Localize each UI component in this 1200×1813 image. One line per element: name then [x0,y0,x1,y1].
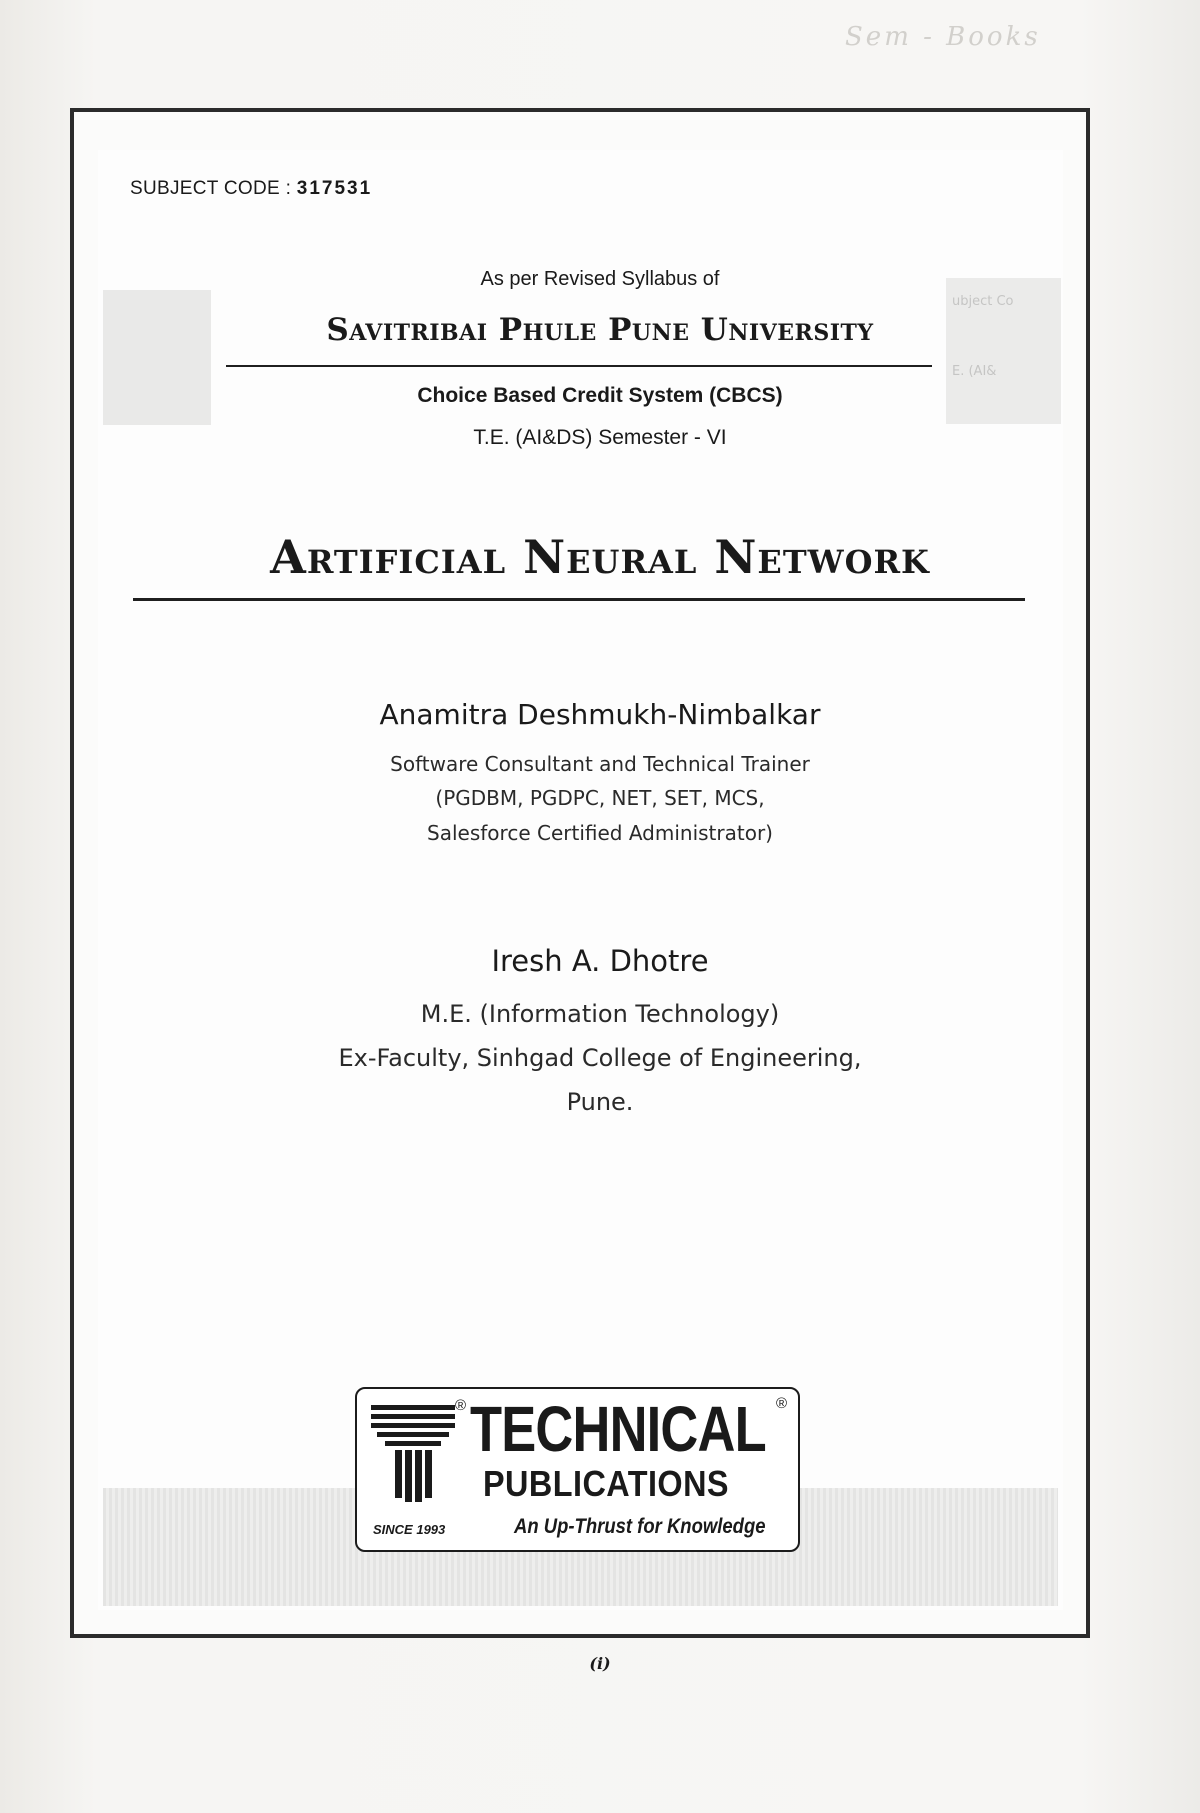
subject-code-value: 317531 [296,178,373,199]
syllabus-note: As per Revised Syllabus of [480,268,720,290]
university-name: Savitribai Phule Pune University [326,312,874,348]
subject-code-label: SUBJECT CODE : [130,178,292,199]
publisher-since: SINCE 1993 [373,1522,446,1537]
page-folio: (i) [589,1654,611,1673]
university-underline [226,365,932,367]
title-underline [133,598,1025,601]
book-title: Artificial Neural Network [270,530,930,584]
author-2-credential: Ex-Faculty, Sinhgad College of Engineering, [338,1044,862,1072]
show-through-text-top: ubject Co [952,294,1014,309]
publisher-name-line-2: PUBLICATIONS [483,1463,729,1504]
registered-mark: ® [455,1397,467,1414]
author-1-credential: (PGDBM, PGDPC, NET, SET, MCS, [435,786,765,810]
handwritten-corner-note: Sem - Books [845,22,1041,52]
credit-system: Choice Based Credit System (CBCS) [417,384,783,407]
author-1-credential: Software Consultant and Technical Trainer [390,752,810,776]
show-through-text-bottom: E. (AI& [952,364,997,379]
author-2-credential: Pune. [566,1088,634,1116]
author-name-2: Iresh A. Dhotre [491,944,709,978]
registered-mark: ® [776,1395,788,1412]
publisher-name-line-1: TECHNICAL [470,1393,766,1465]
publisher-tagline: An Up-Thrust for Knowledge [514,1515,766,1538]
author-2-credential: M.E. (Information Technology) [420,1000,780,1028]
author-name-1: Anamitra Deshmukh-Nimbalkar [379,698,821,731]
publisher-t-logo-icon [363,1395,463,1513]
semester: T.E. (AI&DS) Semester - VI [473,426,727,449]
subject-code [130,178,372,200]
author-1-credential: Salesforce Certified Administrator) [427,821,773,845]
